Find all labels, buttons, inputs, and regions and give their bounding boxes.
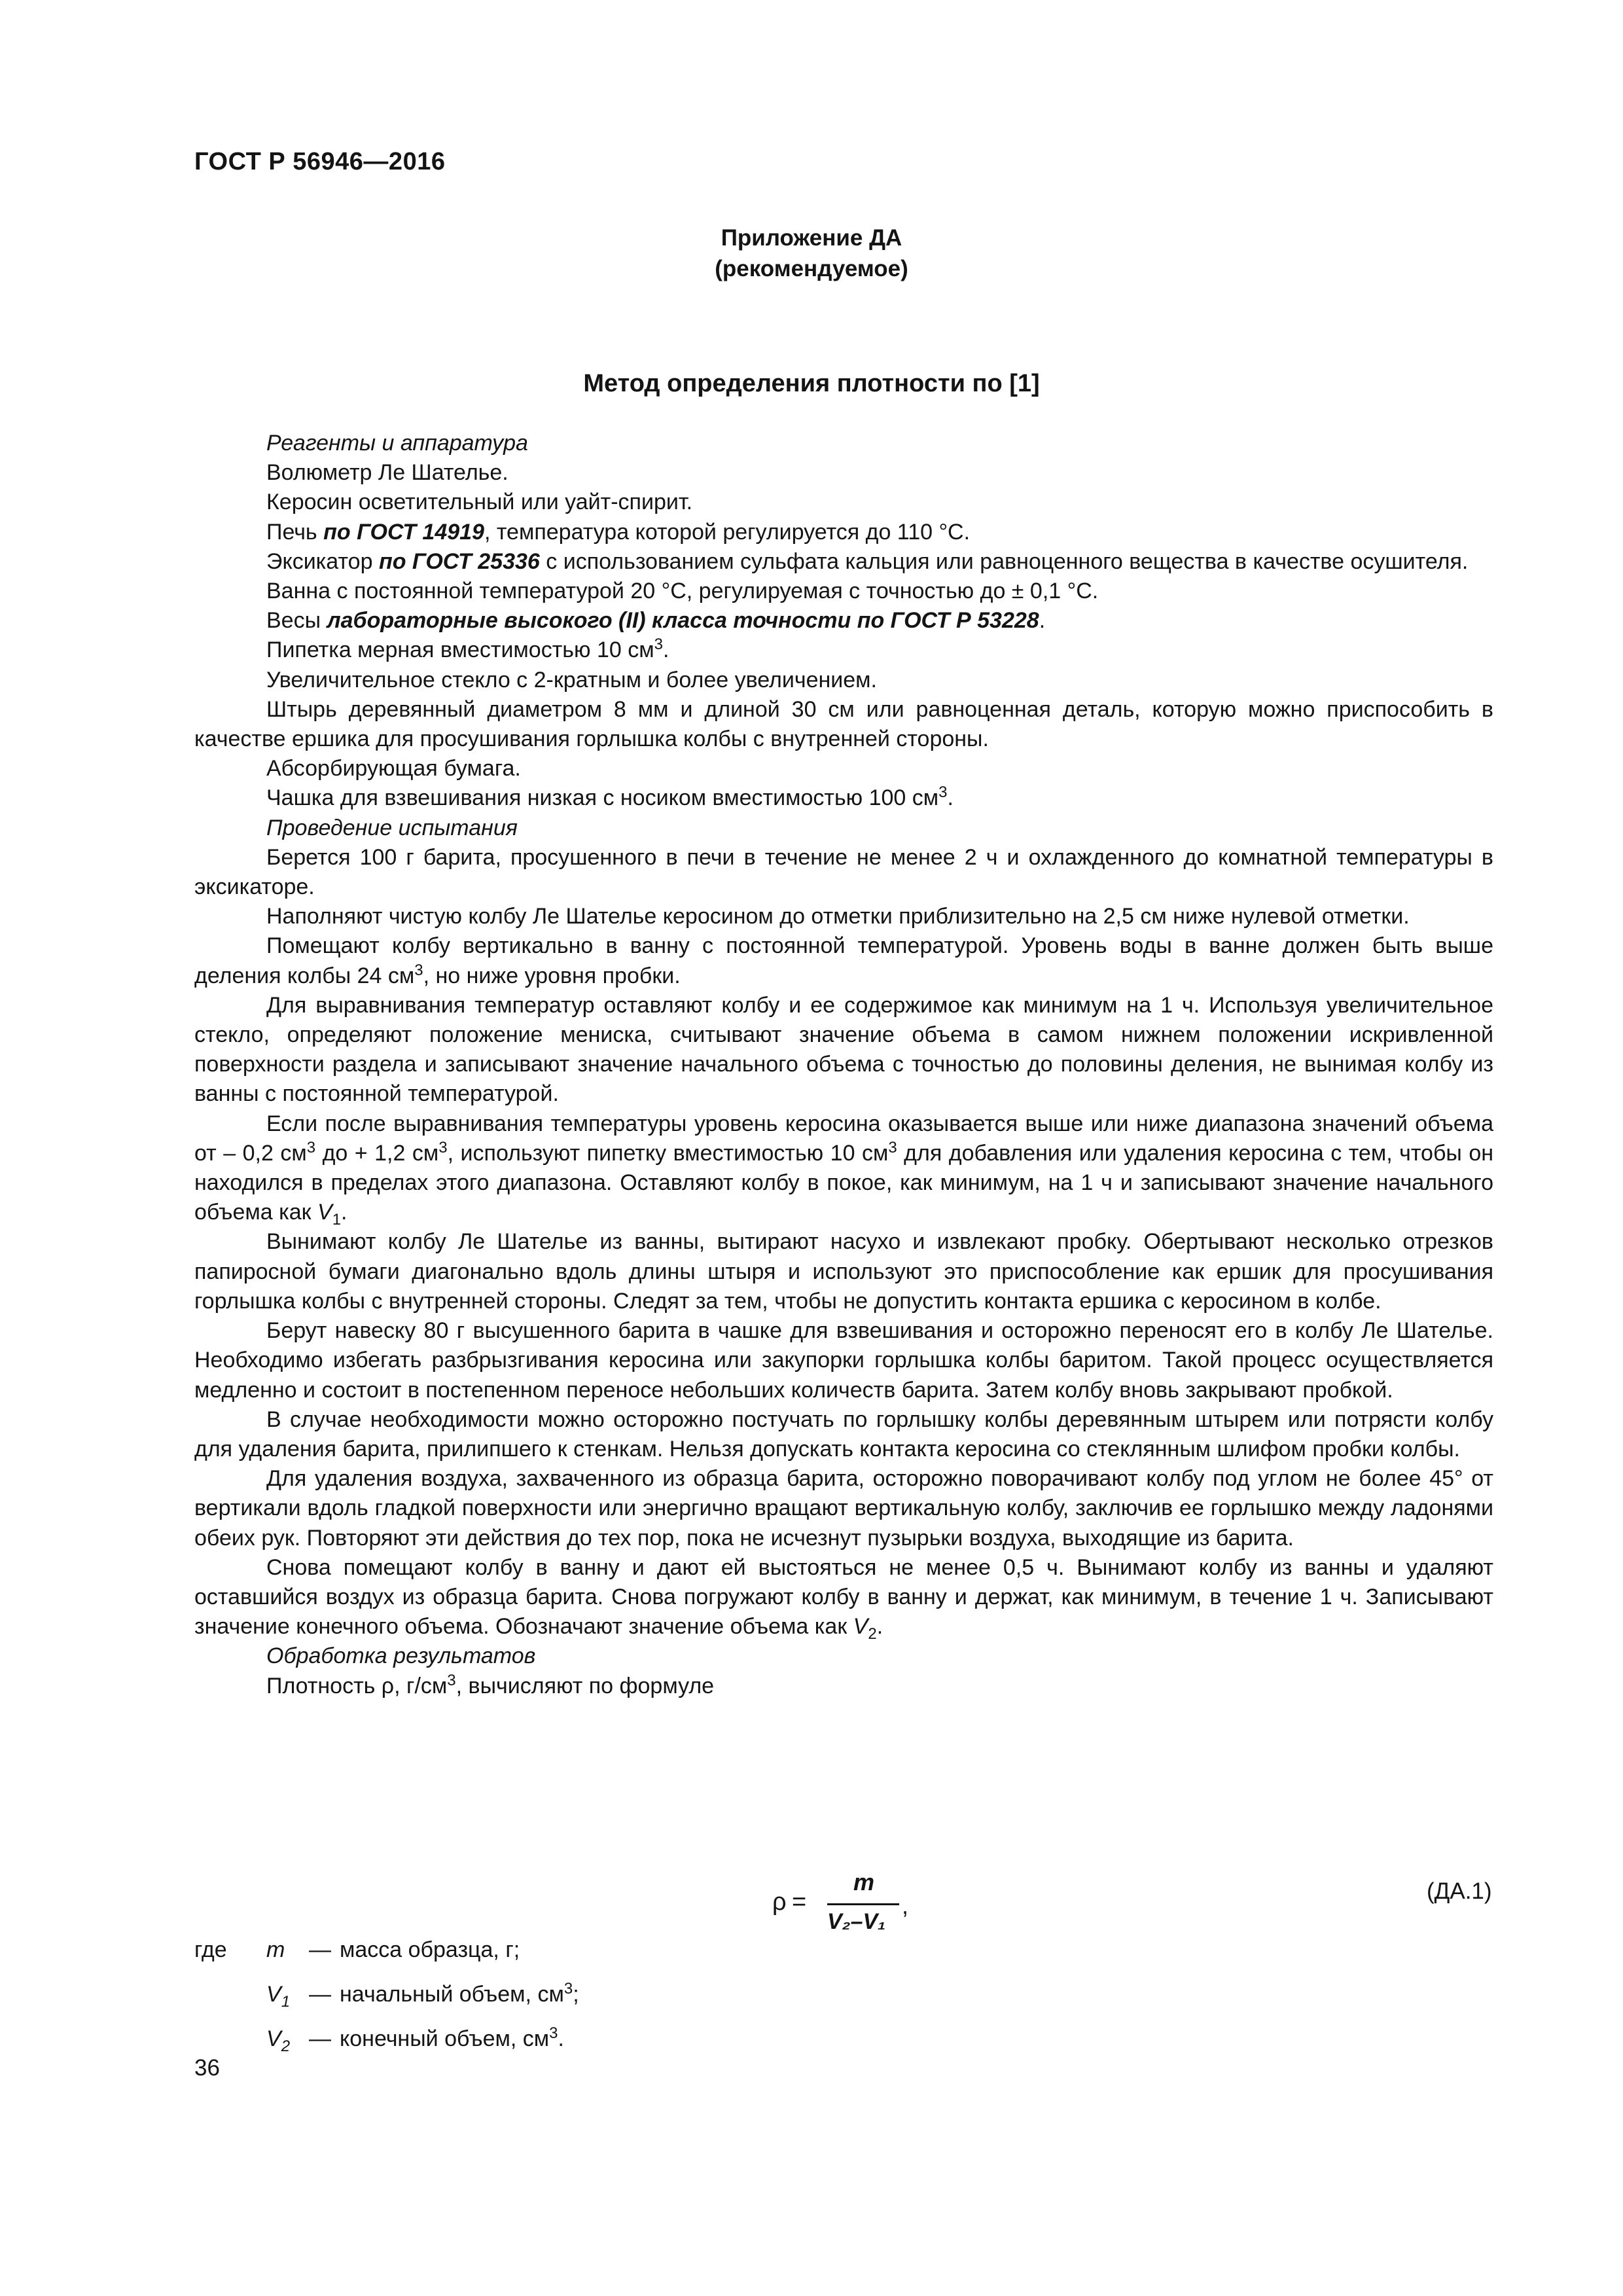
subheading-reagents: Реагенты и аппаратура xyxy=(266,431,528,456)
formula-trailing-comma: , xyxy=(902,1892,909,1919)
legend-dash: — xyxy=(309,1937,331,1962)
legend-symbol: m xyxy=(266,1937,285,1962)
appendix-status: (рекомендуемое) xyxy=(715,256,908,281)
density-formula xyxy=(772,1869,923,1947)
paragraph: В случае необходимости можно осторожно постучать по горлышку колбы деревянным штырем или потрясти колбу для удаления барита, прилипшего к стенкам. Нельзя допускать контакта керосина со стеклянным шлифом пробки колбы. xyxy=(194,1407,1493,1462)
formula-lhs: ρ xyxy=(772,1888,787,1916)
legend-where-label: где xyxy=(194,1937,227,1962)
standard-reference: по ГОСТ 25336 xyxy=(378,548,540,574)
paragraph: Берется 100 г барита, просушенного в печи в течение не менее 2 ч и охлажденного до комнатной температуры в эксикаторе. xyxy=(194,844,1493,900)
legend-symbol: $V_1$ xyxy=(266,1982,291,2011)
document-body xyxy=(194,429,1493,1701)
formula-equals: = xyxy=(792,1888,807,1916)
paragraph: Ванна с постоянной температурой 20 °С, регулируемая с точностью до ± 0,1 °С. xyxy=(266,579,1099,604)
paragraph: Наполняют чистую колбу Ле Шателье керосином до отметки приблизительно на 2,5 см ниже нулевой отметки. xyxy=(266,904,1410,929)
legend-symbol: $V_2$ xyxy=(266,2026,291,2055)
appendix-title: Приложение ДА xyxy=(721,225,902,251)
paragraph: Вынимают колбу Ле Шателье из ванны, вытирают насухо и извлекают пробку. Обертывают несколько отрезков папиросной бумаги диагонально вдоль длины штыря и используют это приспособление как ершик для просушивания горлышка колбы с внутренней стороны. Следят за тем, чтобы не допустить контакта ершика с керосином в колбе. xyxy=(194,1229,1493,1314)
paragraph: Чашка для взвешивания низкая с носиком вместимостью 100 $см^3$. xyxy=(266,783,954,811)
subheading-procedure: Проведение испытания xyxy=(266,815,518,840)
formula-numerator: m xyxy=(853,1869,874,1895)
legend-definition: конечный объем, $см^3$. xyxy=(340,2024,564,2051)
page-number: 36 xyxy=(194,2055,220,2081)
legend-dash: — xyxy=(309,2026,331,2051)
paragraph: Плотность ρ, $г/см^3$, вычисляют по формуле xyxy=(266,1671,715,1698)
paragraph: Если после выравнивания температуры уровень керосина оказывается выше или ниже диапазона значений объема от – 0,2 $см^3$ до + 1,2 $см^3$, используют пипетку вместимостью 10 $см^3$ для добавления или удаления керосина с тем, чтобы он находился в пределах этого диапазона. Оставляют колбу в покое, как минимум, на 1 ч и записывают значение начального объема как $V_1$. xyxy=(194,1111,1494,1229)
legend-dash: — xyxy=(309,1982,331,2007)
paragraph: Для удаления воздуха, захваченного из образца барита, осторожно поворачивают колбу под углом не более 45° от вертикали вдоль гладкой поверхности или энергично вращают вертикальную колбу, заключив ее горлышко между ладонями обеих рук. Повторяют эти действия до тех пор, пока не исчезнут пузырьки воздуха, выходящие из барита. xyxy=(194,1466,1493,1551)
paragraph: Печь по ГОСТ 14919, температура которой регулируется до 110 °С. xyxy=(266,519,971,545)
section-title: Метод определения плотности по [1] xyxy=(583,370,1040,397)
fraction-bar xyxy=(827,1903,899,1905)
legend-definition: начальный объем, $см^3$; xyxy=(340,1980,579,2007)
formula-denominator: V₂–V₁ xyxy=(827,1909,886,1934)
equation-number: (ДА.1) xyxy=(1427,1878,1492,1904)
paragraph: Штырь деревянный диаметром 8 мм и длиной 30 см или равноценная деталь, которую можно приспособить в качестве ершика для просушивания горлышка колбы с внутренней стороны. xyxy=(194,696,1493,752)
document-header-id: ГОСТ Р 56946—2016 xyxy=(194,148,446,175)
paragraph: Увеличительное стекло с 2-кратным и более увеличением. xyxy=(266,667,878,692)
paragraph: Снова помещают колбу в ванну и дают ей выстояться не менее 0,5 ч. Вынимают колбу из ванны и удаляют оставшийся воздух из образца барита. Снова погружают колбу в ванну и держат, как минимум, в течение 1 ч. Записывают значение конечного объема. Обозначают значение объема как $V_2$. xyxy=(194,1554,1493,1643)
paragraph: Весы лабораторные высокого (II) класса точности по ГОСТ Р 53228. xyxy=(266,608,1046,634)
paragraph: Берут навеску 80 г высушенного барита в чашке для взвешивания и осторожно переносят его в колбу Ле Шателье. Необходимо избегать разбрызгивания керосина или закупорки горлышка колбы баритом. Такой процесс осуществляется медленно и состоит в постепенном переносе небольших количеств барита. Затем колбу вновь закрывают пробкой. xyxy=(194,1318,1493,1403)
legend-definition: масса образца, г; xyxy=(340,1937,520,1962)
paragraph: Помещают колбу вертикально в ванну с постоянной температурой. Уровень воды в ванне должен быть выше деления колбы 24 $см^3$, но ниже уровня пробки. xyxy=(194,933,1493,988)
paragraph: Для выравнивания температур оставляют колбу и ее содержимое как минимум на 1 ч. Используя увеличительное стекло, определяют положение мениска, считывают значение объема в самом нижнем положении искривленной поверхности раздела и записывают значение начального объема с точностью до половины деления, не вынимая колбу из ванны с постоянной температурой. xyxy=(194,992,1493,1107)
paragraph: Эксикатор по ГОСТ 25336 с использованием сульфата кальция или равноценного вещества в качестве осушителя. xyxy=(266,548,1469,574)
appendix-heading xyxy=(0,223,1623,284)
standard-reference: лабораторные высокого (II) класса точности по ГОСТ Р 53228 xyxy=(327,608,1039,634)
standard-reference: по ГОСТ 14919 xyxy=(323,519,484,545)
paragraph: Волюметр Ле Шателье. xyxy=(266,460,508,486)
paragraph: Керосин осветительный или уайт-спирит. xyxy=(266,490,693,515)
paragraph: Пипетка мерная вместимостью 10 $см^3$. xyxy=(266,636,669,663)
paragraph: Абсорбирующая бумага. xyxy=(266,756,521,781)
subheading-processing: Обработка результатов xyxy=(266,1643,536,1669)
